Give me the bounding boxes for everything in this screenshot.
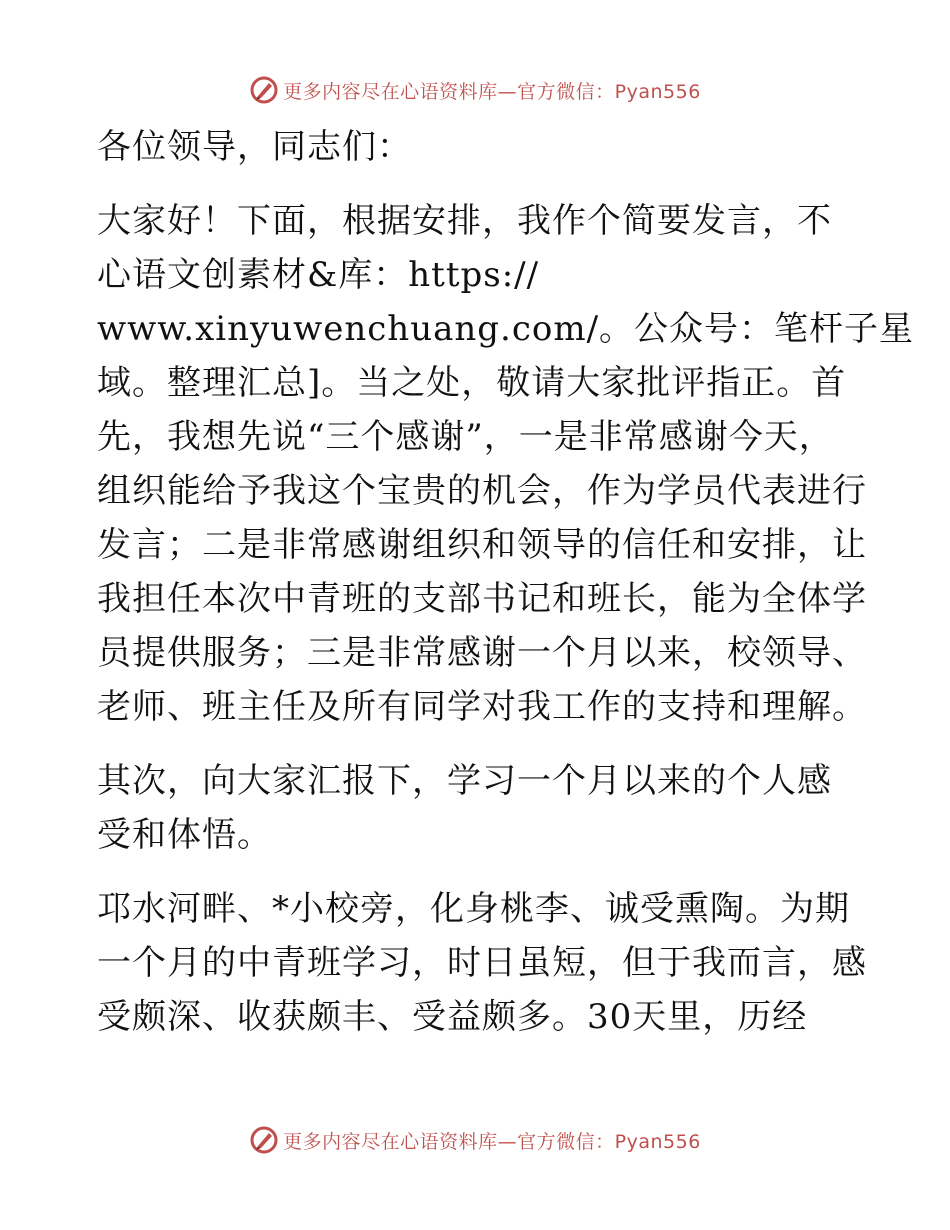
paragraph-1 bbox=[97, 194, 915, 734]
pen-logo-icon bbox=[249, 75, 279, 105]
greeting-line: 各位领导，同志们： bbox=[97, 127, 412, 167]
text-line: 先，我想先说“三个感谢”，一是非常感谢今天， bbox=[97, 417, 834, 457]
text-line: 受和体悟。 bbox=[97, 815, 272, 855]
text-line: 员提供服务；三是非常感谢一个月以来，校领导、 bbox=[97, 633, 867, 673]
text-line: 其次，向大家汇报下，学习一个月以来的个人感 bbox=[97, 761, 832, 801]
footer-banner-text: 更多内容尽在心语资料库—官方微信：Pyan556 bbox=[283, 1130, 701, 1153]
footer-banner bbox=[0, 1120, 950, 1160]
text-line: 邛水河畔、*小校旁，化身桃李、诚受熏陶。为期 bbox=[97, 889, 850, 929]
header-banner bbox=[0, 70, 950, 110]
text-line: www.xinyuwenchuang.com/。公众号：笔杆子星 bbox=[97, 309, 915, 349]
text-line: 我担任本次中青班的支部书记和班长，能为全体学 bbox=[97, 579, 867, 619]
text-line: 一个月的中青班学习，时日虽短，但于我而言，感 bbox=[97, 943, 867, 983]
paragraph-3 bbox=[97, 882, 867, 1044]
text-line: 域。整理汇总]。当之处，敬请大家批评指正。首 bbox=[97, 363, 847, 403]
pen-logo-icon bbox=[249, 1125, 279, 1155]
text-line: 发言；二是非常感谢组织和领导的信任和安排，让 bbox=[97, 525, 867, 565]
text-line: 大家好！下面，根据安排，我作个简要发言，不 bbox=[97, 201, 832, 241]
header-banner-text: 更多内容尽在心语资料库—官方微信：Pyan556 bbox=[283, 80, 701, 103]
text-line: 受颇深、收获颇丰、受益颇多。30天里，历经 bbox=[97, 997, 808, 1037]
text-line: 老师、班主任及所有同学对我工作的支持和理解。 bbox=[97, 687, 867, 727]
text-line: 组织能给予我这个宝贵的机会，作为学员代表进行 bbox=[97, 471, 867, 511]
text-line: 心语文创素材&库：https:// bbox=[97, 255, 540, 295]
document-body bbox=[97, 120, 915, 1044]
paragraph-2 bbox=[97, 754, 857, 862]
